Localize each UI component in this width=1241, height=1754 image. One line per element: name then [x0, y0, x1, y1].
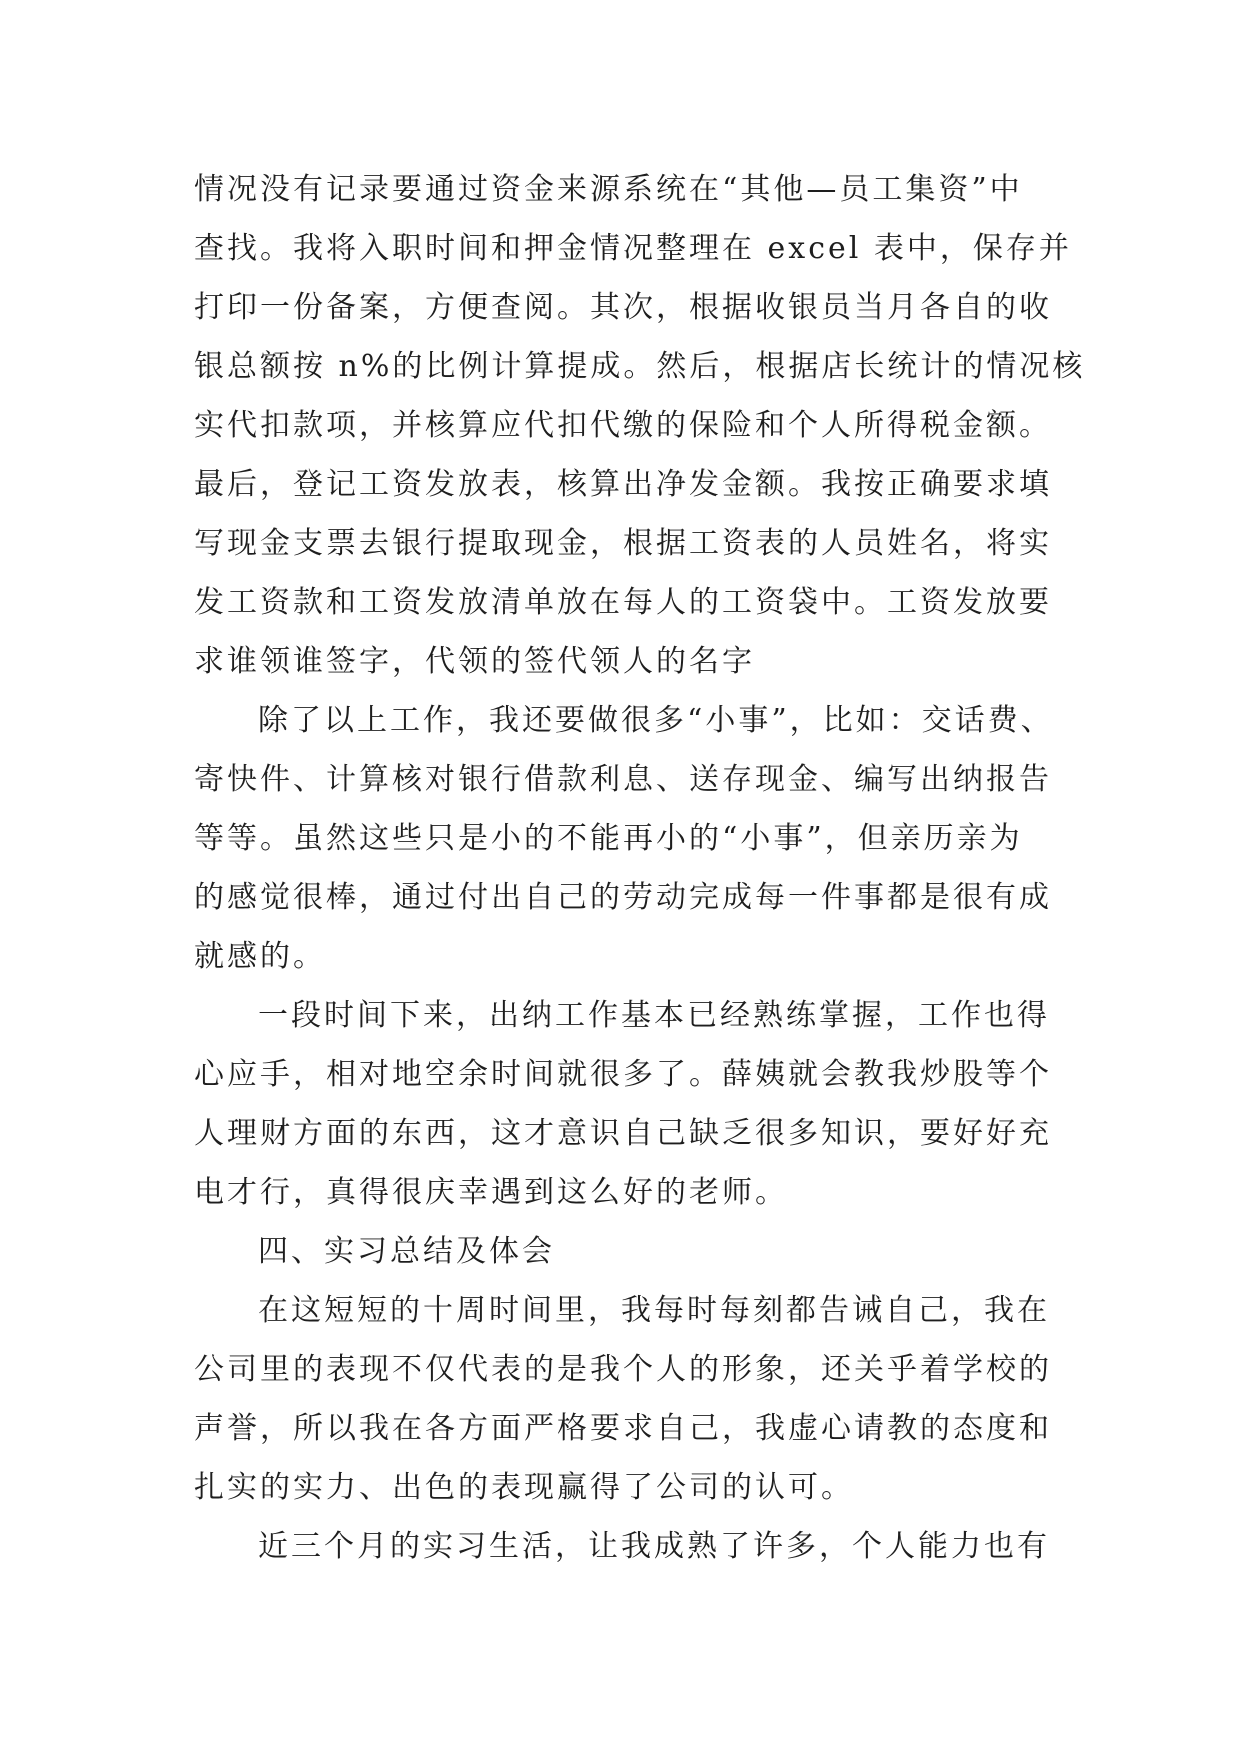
paragraph-first-line: 近三个月的实习生活，让我成熟了许多，个人能力也有 — [258, 1529, 1050, 1564]
text-line: 发工资款和工资发放清单放在每人的工资袋中。工资发放要 — [194, 585, 1052, 620]
paragraph-first-line: 在这短短的十周时间里，我每时每刻都告诫自己，我在 — [258, 1293, 1050, 1328]
text-line: 公司里的表现不仅代表的是我个人的形象，还关乎着学校的 — [194, 1352, 1052, 1387]
text-line: 求谁领谁签字，代领的签代领人的名字 — [194, 644, 755, 679]
text-line: 电才行，真得很庆幸遇到这么好的老师。 — [194, 1175, 788, 1210]
text-line: 的感觉很棒，通过付出自己的劳动完成每一件事都是很有成 — [194, 880, 1052, 915]
text-line: 等等。虽然这些只是小的不能再小的“小事”，但亲历亲为 — [194, 821, 1023, 856]
text-line: 实代扣款项，并核算应代扣代缴的保险和个人所得税金额。 — [194, 408, 1052, 443]
text-line: 声誉，所以我在各方面严格要求自己，我虚心请教的态度和 — [194, 1411, 1052, 1446]
text-line: 寄快件、计算核对银行借款利息、送存现金、编写出纳报告 — [194, 762, 1052, 797]
body-text — [194, 160, 1086, 1576]
text-line: 情况没有记录要通过资金来源系统在“其他—员工集资”中 — [194, 172, 1023, 207]
paragraph-first-line: 除了以上工作，我还要做很多“小事”，比如：交话费、 — [258, 703, 1054, 738]
text-line: 银总额按 n%的比例计算提成。然后，根据店长统计的情况核 — [194, 349, 1086, 384]
text-line: 写现金支票去银行提取现金，根据工资表的人员姓名，将实 — [194, 526, 1052, 561]
text-line: 最后，登记工资发放表，核算出净发金额。我按正确要求填 — [194, 467, 1052, 502]
text-line: 人理财方面的东西，这才意识自己缺乏很多知识，要好好充 — [194, 1116, 1052, 1151]
paragraph-first-line: 四、实习总结及体会 — [258, 1234, 555, 1269]
paragraph-first-line: 一段时间下来，出纳工作基本已经熟练掌握，工作也得 — [258, 998, 1050, 1033]
text-line: 就感的。 — [194, 939, 326, 974]
text-line: 打印一份备案，方便查阅。其次，根据收银员当月各自的收 — [194, 290, 1052, 325]
text-line: 扎实的实力、出色的表现赢得了公司的认可。 — [194, 1470, 854, 1505]
text-line: 心应手，相对地空余时间就很多了。薛姨就会教我炒股等个 — [194, 1057, 1052, 1092]
text-line: 查找。我将入职时间和押金情况整理在 excel 表中，保存并 — [194, 231, 1072, 266]
